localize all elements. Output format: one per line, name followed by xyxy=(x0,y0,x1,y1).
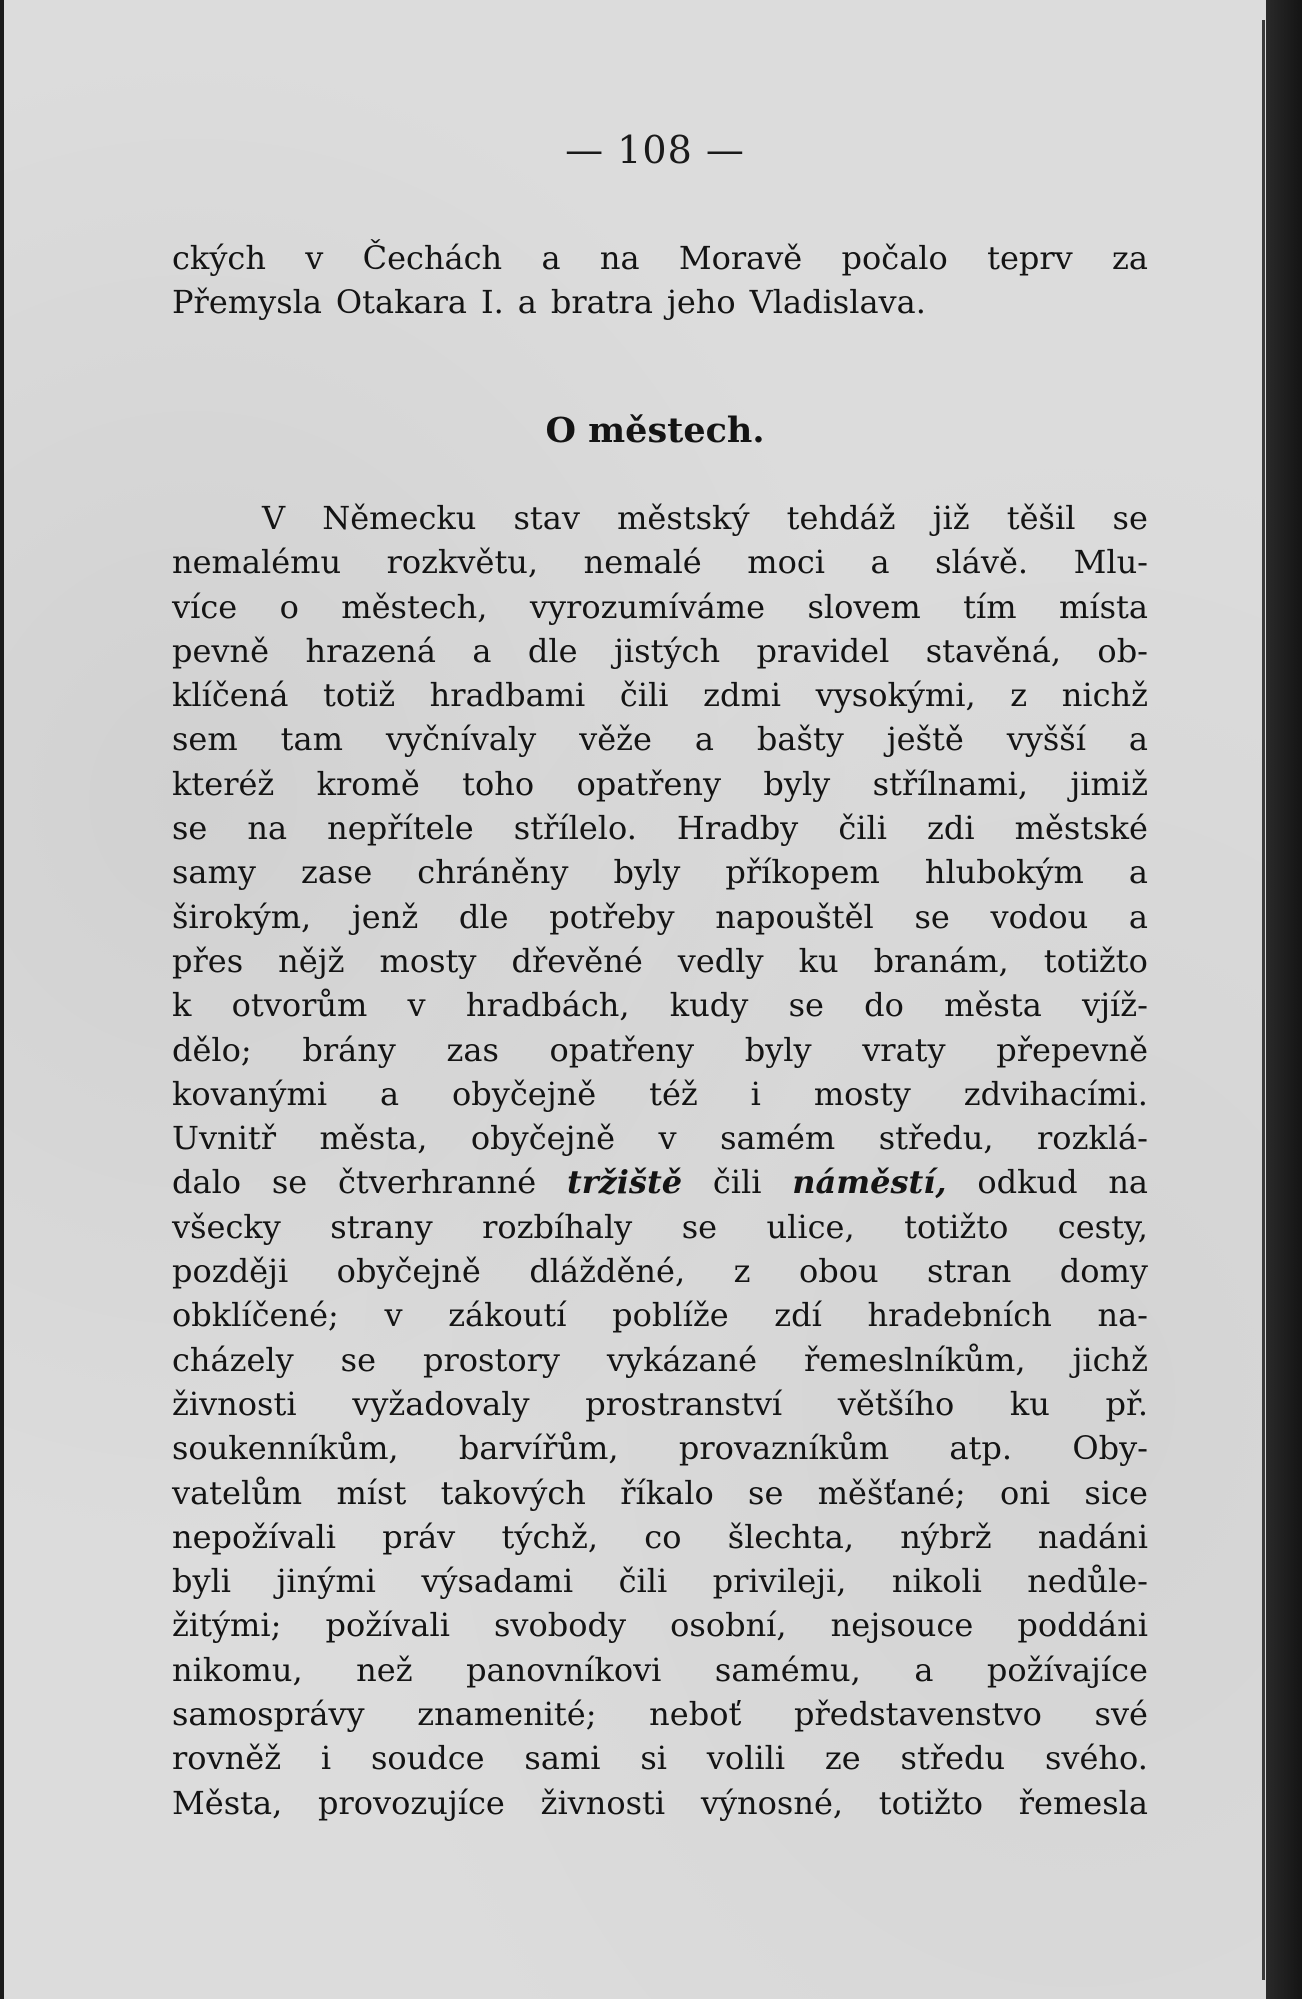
word: kovanými xyxy=(172,1074,328,1113)
word: měšťané; xyxy=(817,1473,966,1512)
word: výsadami xyxy=(421,1562,574,1601)
word: takových xyxy=(440,1473,586,1512)
word: byly xyxy=(763,764,831,803)
word: znamenité; xyxy=(417,1695,597,1734)
word: živnosti xyxy=(540,1783,666,1822)
word: V xyxy=(262,499,286,537)
word: hlubokým xyxy=(924,853,1084,892)
word: města xyxy=(944,986,1042,1025)
word: napouštěl xyxy=(715,897,874,936)
word: míst xyxy=(336,1473,407,1512)
word: nepožívali xyxy=(172,1517,337,1556)
word: poddáni xyxy=(1017,1606,1148,1645)
word: mosty xyxy=(813,1074,911,1113)
word: co xyxy=(644,1517,682,1556)
word: soukenníkům, xyxy=(172,1429,399,1468)
word: branám, xyxy=(873,941,1009,980)
word: dlážděné, xyxy=(529,1252,686,1291)
word: poblíže xyxy=(612,1296,729,1335)
word: vysokými, xyxy=(815,676,976,715)
word: k xyxy=(172,986,192,1025)
word: z xyxy=(733,1252,751,1291)
word: Města, xyxy=(172,1783,283,1822)
paragraph-main xyxy=(172,496,1148,1825)
word: toho xyxy=(462,764,535,803)
word: nemalému xyxy=(172,543,342,582)
word: kromě xyxy=(316,764,420,803)
word: bašty xyxy=(756,720,844,759)
word: a xyxy=(1128,853,1148,892)
text-line xyxy=(172,1338,1148,1382)
word: byli xyxy=(172,1562,232,1601)
word: požívali xyxy=(325,1606,450,1645)
word: ještě xyxy=(886,720,964,759)
word: potřeby xyxy=(549,897,675,936)
word: se xyxy=(172,809,208,848)
word: moci xyxy=(747,543,826,582)
word: totiž xyxy=(323,676,396,715)
word: městský xyxy=(617,499,750,537)
word: i xyxy=(750,1074,761,1113)
word: dle xyxy=(458,897,509,936)
text-line xyxy=(172,280,1148,324)
word: klíčená xyxy=(172,676,289,715)
word: vyšší xyxy=(1006,720,1086,759)
word: hradbami xyxy=(429,676,586,715)
word: zdí xyxy=(774,1296,822,1335)
word: více xyxy=(172,587,238,626)
word: své xyxy=(1094,1695,1148,1734)
word: cesty, xyxy=(1057,1207,1148,1246)
word: ze xyxy=(824,1739,861,1778)
word: stavěná, xyxy=(925,631,1061,670)
word: zdmi xyxy=(703,676,782,715)
word: řemesla xyxy=(1018,1783,1148,1822)
text-line xyxy=(172,1072,1148,1116)
word: opatřeny xyxy=(576,764,722,803)
word: na xyxy=(247,809,288,848)
word: vraty xyxy=(862,1030,946,1069)
word: dělo; xyxy=(172,1030,252,1069)
word: i xyxy=(320,1739,332,1778)
word: strany xyxy=(330,1207,433,1246)
word: zas xyxy=(446,1030,499,1069)
text-line xyxy=(172,895,1148,939)
word: rovněž xyxy=(172,1739,282,1778)
word: čili xyxy=(618,1562,668,1601)
word: na xyxy=(1108,1163,1148,1202)
word: na xyxy=(599,239,640,277)
text-line xyxy=(172,1515,1148,1559)
word: čili xyxy=(712,1163,762,1202)
text-line xyxy=(172,1736,1148,1780)
word: sami xyxy=(524,1739,601,1778)
word: osobní, xyxy=(670,1606,787,1645)
word: jenž xyxy=(351,897,419,936)
word: pevně xyxy=(172,631,270,670)
word: v xyxy=(305,239,324,277)
word: čili xyxy=(838,809,887,848)
word: obou xyxy=(798,1252,879,1291)
word: se xyxy=(681,1207,718,1246)
word: neboť xyxy=(649,1695,742,1734)
word: ob- xyxy=(1097,631,1148,670)
word: nýbrž xyxy=(900,1517,992,1556)
word: vyžadovaly xyxy=(352,1384,530,1423)
word: hrazená xyxy=(305,631,436,670)
text-line xyxy=(172,585,1148,629)
word: nějž xyxy=(278,941,345,980)
word: šlechta, xyxy=(727,1517,854,1556)
word: vodou xyxy=(990,897,1089,936)
word: než xyxy=(356,1650,413,1689)
word: řemeslníkům, xyxy=(803,1340,1026,1379)
word: byly xyxy=(613,853,681,892)
text-line xyxy=(172,939,1148,983)
text-line xyxy=(172,1293,1148,1337)
text-line xyxy=(172,629,1148,673)
word: Přemysla xyxy=(172,283,322,322)
word: nikoli xyxy=(891,1562,982,1601)
word: živnosti xyxy=(172,1384,297,1423)
word: ulice, xyxy=(766,1207,855,1246)
word: těšil xyxy=(1006,499,1076,537)
word: Německu xyxy=(322,499,477,537)
word: totižto xyxy=(878,1783,983,1822)
word: výnosné, xyxy=(700,1783,844,1822)
text-line xyxy=(172,1116,1148,1160)
word: a xyxy=(380,1074,400,1113)
word: přepevně xyxy=(996,1030,1148,1069)
text-line xyxy=(172,1028,1148,1072)
word: jistých xyxy=(614,631,721,670)
word: vykázané xyxy=(606,1340,758,1379)
word: obyčejně xyxy=(336,1252,481,1291)
word: též xyxy=(649,1074,698,1113)
page-edge-shadow xyxy=(1262,20,1265,1980)
word: pravidel xyxy=(756,631,890,670)
text-line xyxy=(172,1603,1148,1647)
word: Hradby xyxy=(676,809,799,848)
word: týchž, xyxy=(501,1517,599,1556)
word: a xyxy=(694,720,714,759)
word: hradbách, xyxy=(465,986,630,1025)
word: samém xyxy=(720,1119,836,1158)
word: nikomu, xyxy=(172,1650,303,1689)
text-line xyxy=(172,1781,1148,1825)
text-line xyxy=(172,1426,1148,1470)
word: odkud xyxy=(977,1163,1078,1202)
text-line xyxy=(172,762,1148,806)
word: náměstí, xyxy=(792,1163,947,1202)
word: obyčejně xyxy=(470,1119,616,1158)
word: chráněny xyxy=(417,853,569,892)
text-line xyxy=(172,540,1148,584)
text-line xyxy=(172,1648,1148,1692)
word: z xyxy=(1010,676,1028,715)
word: mosty xyxy=(379,941,477,980)
word: svobody xyxy=(493,1606,627,1645)
word: Mlu- xyxy=(1073,543,1148,582)
text-line xyxy=(172,1249,1148,1293)
word: se xyxy=(748,1473,784,1512)
word: domy xyxy=(1059,1252,1148,1291)
word: později xyxy=(172,1252,289,1291)
word: nemalé xyxy=(583,543,702,582)
word: nedůle- xyxy=(1027,1562,1148,1601)
word: vatelům xyxy=(172,1473,303,1512)
text-line xyxy=(172,1559,1148,1603)
text-line xyxy=(172,1692,1148,1736)
word: a xyxy=(914,1650,934,1689)
word: Uvnitř xyxy=(172,1119,277,1158)
word: ku xyxy=(1009,1384,1050,1423)
word: všecky xyxy=(172,1207,281,1246)
word: nejsouce xyxy=(830,1606,974,1645)
word: cházely xyxy=(172,1340,294,1379)
word: dle xyxy=(527,631,578,670)
word: a xyxy=(517,283,537,322)
word: za xyxy=(1112,239,1148,277)
text-line xyxy=(172,1471,1148,1515)
word: kudy xyxy=(669,986,749,1025)
word: věže xyxy=(579,720,652,759)
word: privileji, xyxy=(712,1562,847,1601)
word: tržiště xyxy=(566,1163,683,1202)
word: již xyxy=(932,499,970,537)
word: tím xyxy=(963,587,1017,626)
word: městech, xyxy=(341,587,488,626)
word: se xyxy=(271,1163,308,1202)
text-line xyxy=(172,850,1148,894)
word: jimiž xyxy=(1070,764,1148,803)
word: př. xyxy=(1105,1384,1148,1423)
word: a xyxy=(1128,720,1148,759)
word: se xyxy=(340,1340,377,1379)
word: otvorům xyxy=(231,986,368,1025)
word: středu, xyxy=(878,1119,994,1158)
word: jinými xyxy=(276,1562,376,1601)
word: oni xyxy=(999,1473,1051,1512)
word: na- xyxy=(1097,1296,1148,1335)
word: bratra xyxy=(550,283,653,322)
word: čili xyxy=(619,676,669,715)
word: města, xyxy=(319,1119,428,1158)
word: ku xyxy=(798,941,839,980)
word: totižto xyxy=(904,1207,1009,1246)
word: střílelo. xyxy=(513,809,637,848)
word: se xyxy=(914,897,950,936)
word: Vladislava. xyxy=(749,283,926,322)
text-line xyxy=(172,236,1148,280)
word: kteréž xyxy=(172,764,275,803)
text-line xyxy=(172,496,1148,540)
word: a xyxy=(870,543,890,582)
word: a xyxy=(541,239,561,277)
text-line xyxy=(172,717,1148,761)
word: provozujíce xyxy=(317,1783,505,1822)
word: teprv xyxy=(987,239,1073,277)
word: obyčejně xyxy=(452,1074,597,1113)
word: barvířům, xyxy=(458,1429,619,1468)
word: prostory xyxy=(422,1340,560,1379)
word: o xyxy=(279,587,299,626)
word: sem xyxy=(172,720,238,759)
text-line xyxy=(172,1160,1148,1204)
word: příkopem xyxy=(725,853,880,892)
word: vyrozumíváme xyxy=(529,587,766,626)
word: v xyxy=(658,1119,677,1158)
word: volili xyxy=(706,1739,786,1778)
word: většího xyxy=(837,1384,955,1423)
word: rozklá- xyxy=(1037,1119,1148,1158)
paragraph-continued xyxy=(172,236,1148,325)
word: tam xyxy=(280,720,343,759)
word: požívajíce xyxy=(986,1650,1148,1689)
word: soudce xyxy=(370,1739,485,1778)
word: počalo xyxy=(841,239,948,277)
word: v xyxy=(384,1296,403,1335)
word: dřevěné xyxy=(511,941,643,980)
word: sice xyxy=(1084,1473,1148,1512)
page-number: — 108 — xyxy=(565,128,745,172)
word: se xyxy=(788,986,824,1025)
word: panovníkovi xyxy=(466,1650,662,1689)
word: svého. xyxy=(1044,1739,1148,1778)
word: samému, xyxy=(714,1650,861,1689)
word: I. xyxy=(480,283,504,322)
word: Moravě xyxy=(678,239,803,277)
word: provazníkům xyxy=(678,1429,890,1468)
word: tehdáž xyxy=(786,499,896,537)
text-line xyxy=(172,1205,1148,1249)
word: vjíž- xyxy=(1081,986,1148,1025)
word: dalo xyxy=(172,1163,242,1202)
section-heading: O městech. xyxy=(545,410,765,451)
word: nepřítele xyxy=(327,809,474,848)
word: samy xyxy=(172,853,256,892)
word: rozbíhaly xyxy=(482,1207,633,1246)
word: vyčnívaly xyxy=(385,720,537,759)
word: širokým, xyxy=(172,897,312,936)
word: hradebních xyxy=(867,1296,1052,1335)
word: v xyxy=(407,986,426,1025)
word: zase xyxy=(300,853,373,892)
word: totižto xyxy=(1043,941,1148,980)
word: nadáni xyxy=(1037,1517,1148,1556)
word: jeho xyxy=(666,283,736,322)
word: čtverhranné xyxy=(337,1163,537,1202)
word: Otakara xyxy=(335,283,467,322)
book-page xyxy=(4,0,1266,1999)
word: místa xyxy=(1059,587,1148,626)
word: obklíčené; xyxy=(172,1296,339,1335)
book-binding-edge xyxy=(1266,0,1302,1999)
word: jichž xyxy=(1072,1340,1148,1379)
word: rozkvětu, xyxy=(386,543,539,582)
word: ckých xyxy=(172,239,266,277)
word: říkalo xyxy=(620,1473,714,1512)
word: do xyxy=(864,986,904,1025)
word: stran xyxy=(927,1252,1012,1291)
word: zdvihacími. xyxy=(963,1074,1148,1113)
word: Čechách xyxy=(362,239,503,277)
word: si xyxy=(640,1739,667,1778)
word: slovem xyxy=(807,587,921,626)
word: atp. xyxy=(949,1429,1013,1468)
word: představenstvo xyxy=(794,1695,1042,1734)
word: zákoutí xyxy=(448,1296,567,1335)
word: Oby- xyxy=(1072,1429,1148,1468)
word: a xyxy=(472,631,492,670)
word: prostranství xyxy=(585,1384,783,1423)
word: a xyxy=(1128,897,1148,936)
word: městské xyxy=(1014,809,1148,848)
text-line xyxy=(172,673,1148,717)
text-line xyxy=(172,983,1148,1027)
word: brány xyxy=(302,1030,396,1069)
word: se xyxy=(1112,499,1148,537)
word: vedly xyxy=(677,941,764,980)
word: opatřeny xyxy=(549,1030,695,1069)
word: žitými; xyxy=(172,1606,282,1645)
word: byly xyxy=(744,1030,812,1069)
word: zdi xyxy=(927,809,975,848)
word: stav xyxy=(513,499,580,537)
word: střílnami, xyxy=(872,764,1029,803)
word: samosprávy xyxy=(172,1695,365,1734)
word: nichž xyxy=(1061,676,1148,715)
text-line xyxy=(172,1382,1148,1426)
word: přes xyxy=(172,941,244,980)
word: práv xyxy=(382,1517,456,1556)
word: slávě. xyxy=(935,543,1029,582)
text-line xyxy=(172,806,1148,850)
word: středu xyxy=(900,1739,1006,1778)
